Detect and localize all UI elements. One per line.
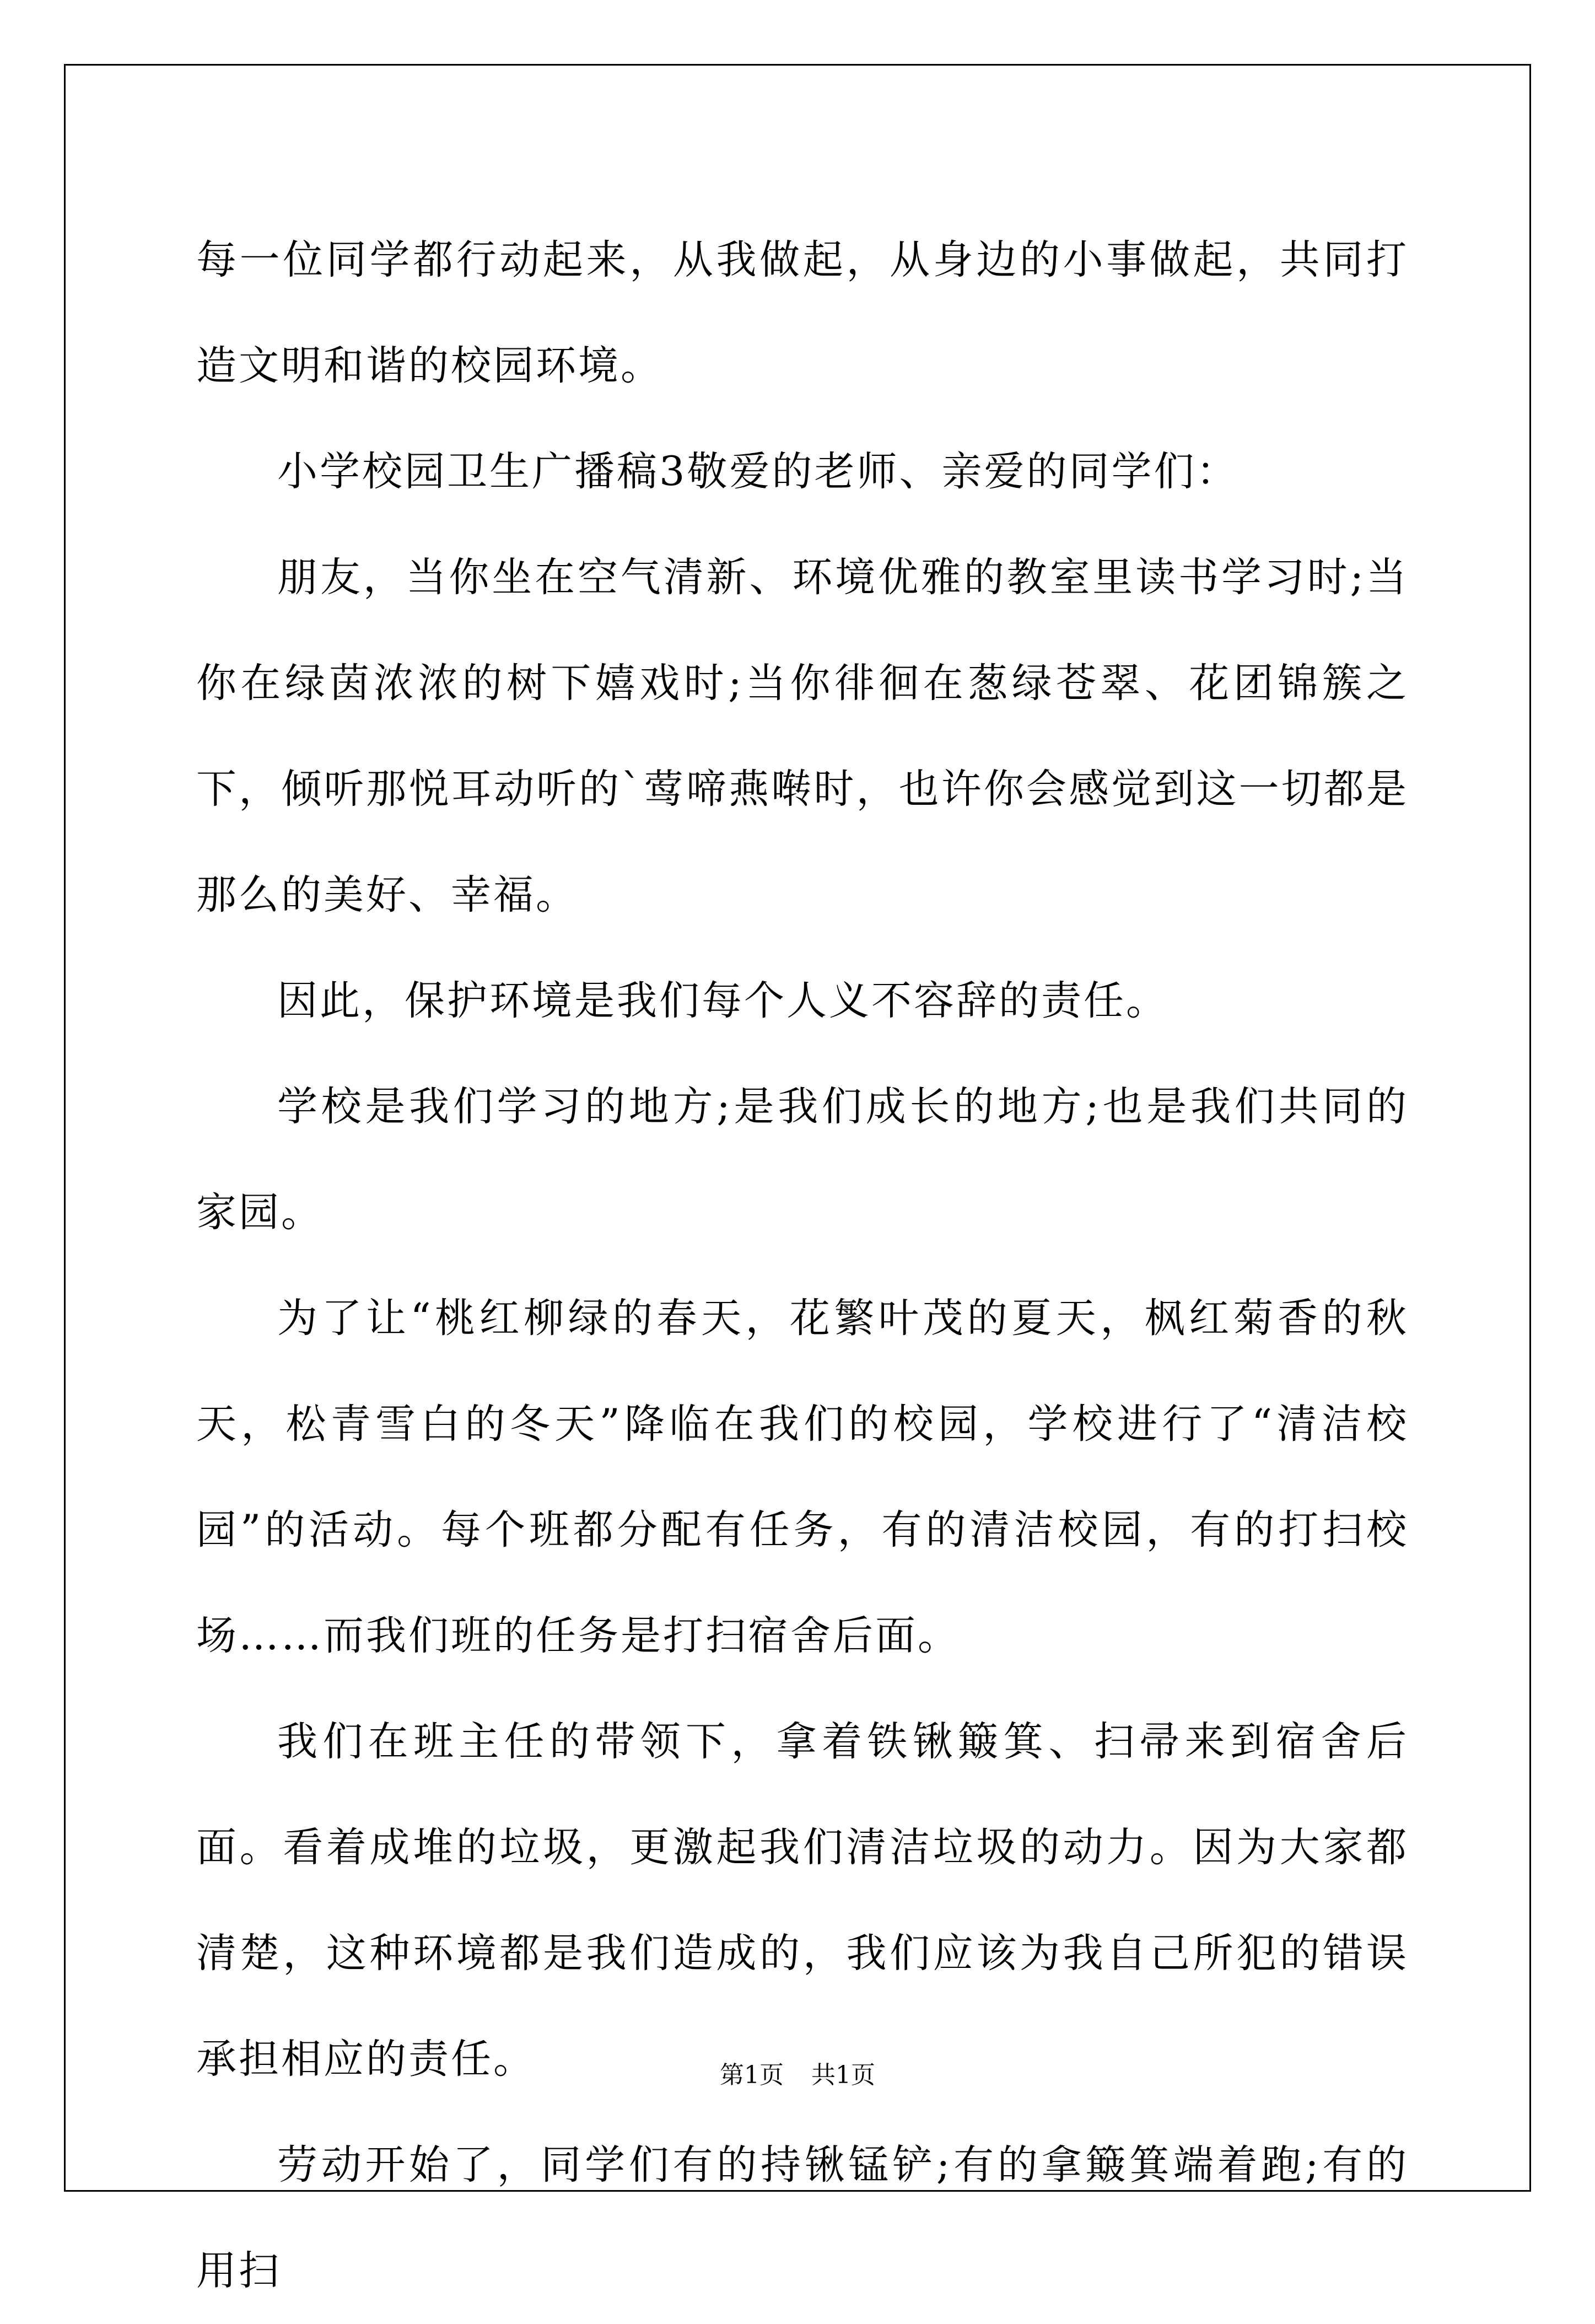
paragraph-5: 学校是我们学习的地方;是我们成长的地方;也是我们共同的家园。 — [196, 1083, 1409, 1236]
page-total: 共1页 — [811, 2061, 875, 2089]
paragraph-1: 每一位同学都行动起来，从我做起，从身边的小事做起，共同打造文明和谐的校园环境。 — [196, 236, 1409, 389]
page-number: 第1页 — [720, 2061, 784, 2089]
paragraph-7: 我们在班主任的带领下，拿着铁锹簸箕、扫帚来到宿舍后面。看着成堆的垃圾，更激起我们清洁垃圾的动力。因为大家都清楚，这种环境都是我们造成的，我们应该为我自己所犯的错误承担相应的责任。 — [196, 1718, 1409, 2083]
paragraph-6: 为了让“桃红柳绿的春天，花繁叶茂的夏天，枫红菊香的秋天，松青雪白的冬天”降临在我们的校园，学校进行了“清洁校园”的活动。每个班都分配有任务，有的清洁校园，有的打扫校场……而我们班的任务是打扫宿舍后面。 — [196, 1295, 1409, 1659]
paragraph-2: 小学校园卫生广播稿3敬爱的老师、亲爱的同学们： — [277, 448, 1239, 495]
paragraph-3: 朋友，当你坐在空气清新、环境优雅的教室里读书学习时;当你在绿茵浓浓的树下嬉戏时;当你徘徊在葱绿苍翠、花团锦簇之下，倾听那悦耳动听的`莺啼燕啭时，也许你会感觉到这一切都是那么的美好、幸福。 — [196, 554, 1409, 918]
page-footer — [0, 2059, 1595, 2092]
paragraph-4: 因此，保护环境是我们每个人义不容辞的责任。 — [277, 977, 1168, 1024]
paragraph-8: 劳动开始了，同学们有的持锹锰铲;有的拿簸箕端着跑;有的用扫 — [196, 2142, 1409, 2294]
document-body — [196, 207, 1409, 2324]
